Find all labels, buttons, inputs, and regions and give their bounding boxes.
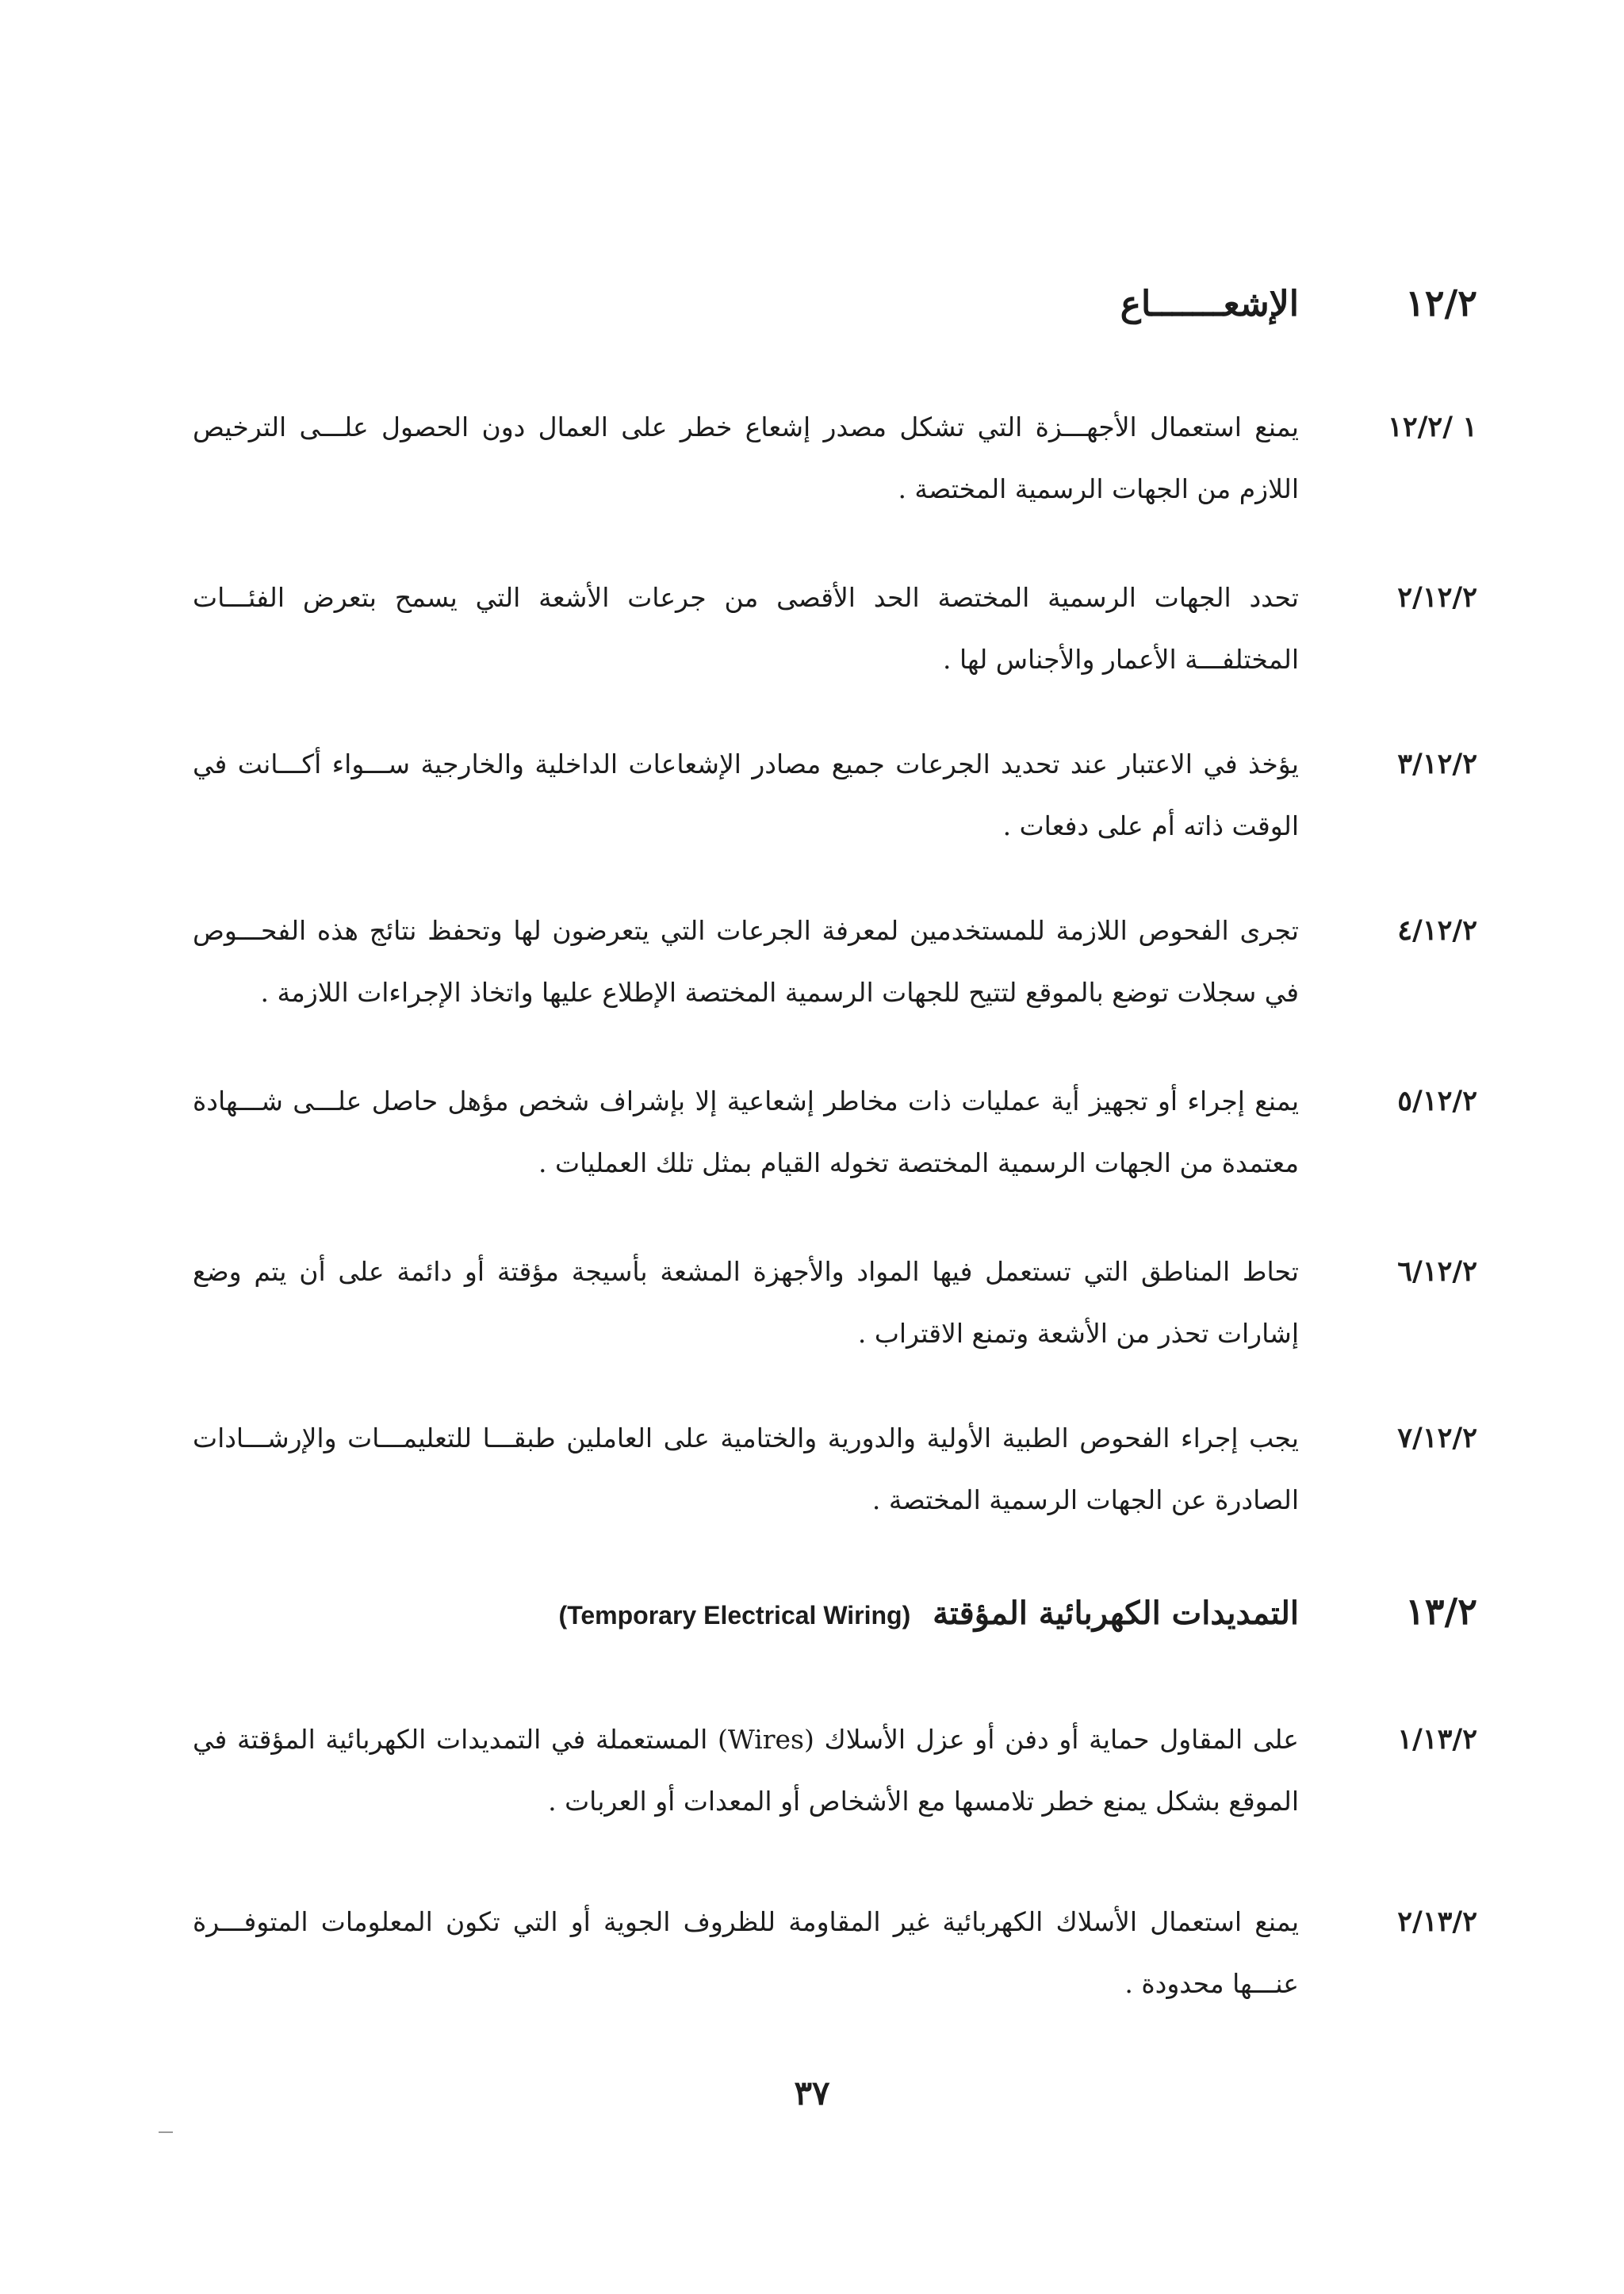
clause-radiation-2: [193, 567, 1477, 691]
clause-number: ٥/١٢/٢: [1397, 1085, 1477, 1117]
clause-text: تحاط المناطق التي تستعمل فيها المواد والأجهزة المشعة بأسيجة مؤقتة أو دائمة على أن يتم وضع إشارات تحذر من الأشعة وتمنع الاقتراب .: [193, 1256, 1299, 1349]
clause-number: ١/١٣/٢: [1397, 1723, 1477, 1756]
section-title-arabic: التمديدات الكهربائية المؤقتة: [933, 1595, 1299, 1632]
clause-radiation-5: [193, 1070, 1477, 1194]
clause-number: ٢/١٢/٢: [1397, 581, 1477, 614]
clause-radiation-1: [193, 396, 1477, 520]
clause-radiation-4: [193, 900, 1477, 1024]
section-number: ١٢/٢: [1405, 281, 1477, 324]
section-heading-radiation: [177, 281, 1477, 324]
section-heading-wiring: [177, 1590, 1477, 1633]
clause-wiring-2: [193, 1891, 1477, 2015]
clause-text: تحدد الجهات الرسمية المختصة الحد الأقصى من جرعات الأشعة التي يسمح بتعرض الفئـــات المختلفـــة الأعمار والأجناس لها .: [193, 582, 1299, 675]
section-number: ١٣/٢: [1405, 1590, 1477, 1633]
section-title-english: (Temporary Electrical Wiring): [558, 1601, 911, 1630]
clause-number: ٤/١٢/٢: [1397, 914, 1477, 947]
clause-number: ٢/١٣/٢: [1397, 1905, 1477, 1938]
page-number: ٣٧: [794, 2074, 830, 2112]
clause-text: يجب إجراء الفحوص الطبية الأولية والدورية والختامية على العاملين طبقـــا للتعليمـــات والإرشـــادات الصادرة عن الجهات الرسمية المختصة .: [193, 1423, 1299, 1515]
clause-wiring-1: [193, 1709, 1477, 1833]
clause-text: يؤخذ في الاعتبار عند تحديد الجرعات جميع مصادر الإشعاعات الداخلية والخارجية ســـواء أكـــانت في الوقت ذاته أم على دفعات .: [193, 749, 1299, 841]
clause-number: ٣/١٢/٢: [1397, 748, 1477, 780]
clause-text: يمنع إجراء أو تجهيز أية عمليات ذات مخاطر إشعاعية إلا بإشراف شخص مؤهل حاصل علـــى شـــهادة معتمدة من الجهات الرسمية المختصة تخوله القيام بمثل تلك العمليات .: [193, 1086, 1299, 1178]
clause-number: ٦/١٢/٢: [1397, 1255, 1477, 1288]
clause-radiation-3: [193, 733, 1477, 857]
clause-number: ١ /١٢/٢: [1388, 411, 1477, 443]
scan-mark: [159, 2131, 173, 2133]
clause-text: على المقاول حماية أو دفن أو عزل الأسلاك (Wires) المستعملة في التمديدات الكهربائية المؤقتة في الموقع بشكل يمنع خطر تلامسها مع الأشخاص أو المعدات أو العربات .: [193, 1724, 1299, 1817]
clause-text: يمنع استعمال الأسلاك الكهربائية غير المقاومة للظروف الجوية أو التي تكون المعلومات المتوفـــرة عنـــها محدودة .: [193, 1906, 1299, 1999]
clause-radiation-6: [193, 1241, 1477, 1365]
clause-number: ٧/١٢/٢: [1397, 1422, 1477, 1454]
clause-text: يمنع استعمال الأجهـــزة التي تشكل مصدر إشعاع خطر على العمال دون الحصول علـــى الترخيص اللازم من الجهات الرسمية المختصة .: [193, 412, 1299, 504]
section-title: الإشعـــــــاع: [1120, 284, 1299, 324]
section-title: [559, 1595, 1299, 1632]
clause-radiation-7: [193, 1407, 1477, 1531]
clause-text: تجرى الفحوص اللازمة للمستخدمين لمعرفة الجرعات التي يتعرضون لها وتحفظ نتائج هذه الفحـــوص في سجلات توضع بالموقع لتتيح للجهات الرسمية المختصة الإطلاع عليها واتخاذ الإجراءات اللازمة .: [193, 915, 1299, 1008]
